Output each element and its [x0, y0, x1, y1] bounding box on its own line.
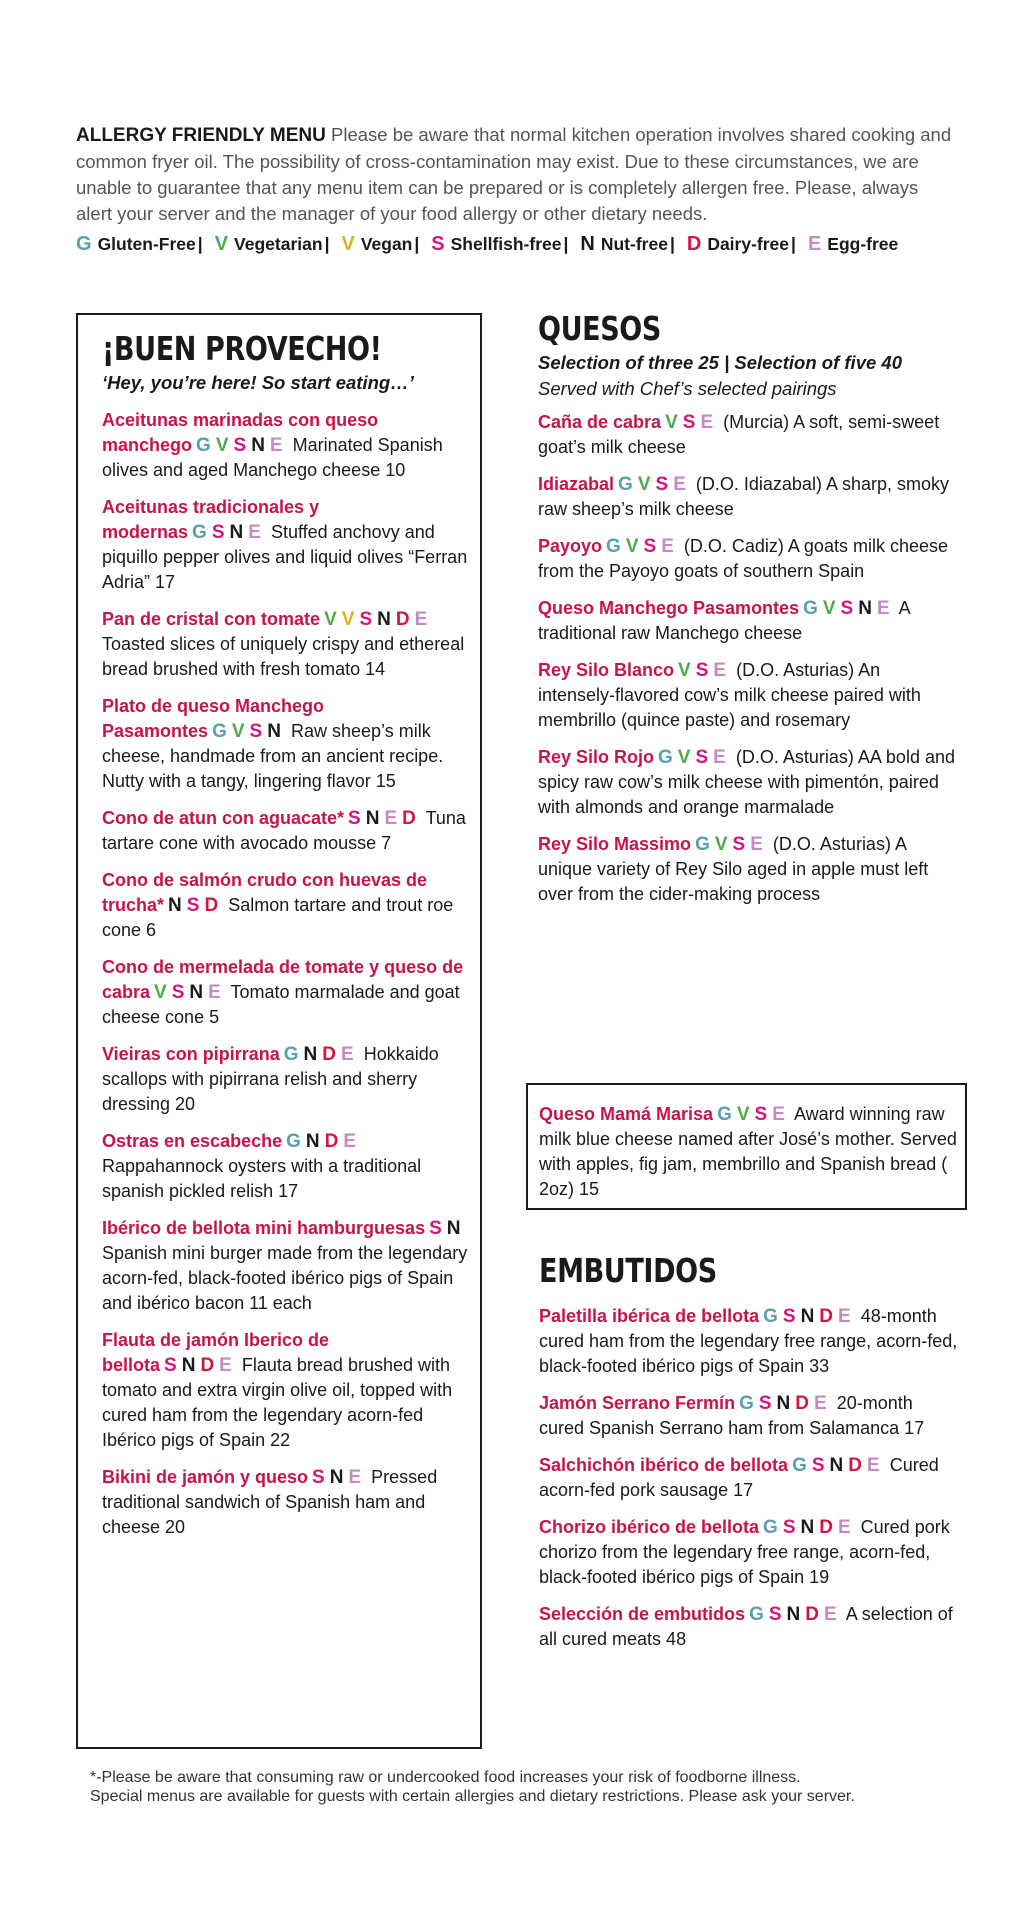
section-title: QUESOS	[538, 309, 661, 348]
allergen-tags	[658, 747, 731, 768]
item-description: (D.O. Cadiz) A goats milk cheese from the Payoyo goats of southern Spain	[538, 536, 948, 581]
allergen-tag-g: G	[803, 598, 818, 619]
menu-item	[539, 1515, 959, 1590]
allergen-tag-v: V	[215, 435, 229, 456]
item-name: Queso Mamá Marisa	[539, 1104, 714, 1124]
allergen-tag-s: S	[840, 598, 854, 619]
item-description: (Murcia) A soft, semi-sweet goat’s milk cheese	[538, 412, 940, 457]
menu-item	[102, 806, 468, 856]
allergen-tag-n: N	[329, 1467, 344, 1488]
allergen-tags	[739, 1393, 832, 1414]
item-name: Rey Silo Rojo	[538, 747, 655, 767]
legend-item	[215, 234, 336, 254]
allergen-tag-g: G	[749, 1604, 764, 1625]
allergen-tag-s: S	[782, 1517, 796, 1538]
allergen-tag-v: V	[324, 609, 337, 630]
menu-item	[539, 1102, 959, 1202]
allergen-tag-g: G	[763, 1306, 778, 1327]
allergen-tags	[348, 808, 421, 829]
item-name: Chorizo ibérico de bellota	[539, 1517, 760, 1537]
allergen-tag-e: E	[824, 1604, 837, 1625]
item-name: Aceitunas tradicionales y modernas	[102, 497, 320, 542]
allergen-tag-s: S	[758, 1393, 772, 1414]
item-description: Pressed traditional sandwich of Spanish ham and cheese 20	[102, 1467, 438, 1537]
item-name: Vieiras con pipirrana	[102, 1044, 280, 1064]
allergen-tag-e: E	[341, 1044, 354, 1065]
allergen-tags	[324, 609, 432, 630]
section-title: ¡BUEN PROVECHO!	[102, 329, 382, 368]
allergen-tag-v: V	[677, 747, 691, 768]
item-name: Jamón Serrano Fermín	[539, 1393, 736, 1413]
allergen-tag-e: E	[876, 598, 890, 619]
allergen-tag-n: N	[305, 1131, 320, 1152]
allergen-tags	[792, 1455, 885, 1476]
legend-item	[76, 234, 209, 254]
item-description: Tuna tartare cone with avocado mousse 7	[102, 808, 466, 853]
allergen-tag-s: S	[164, 1355, 177, 1376]
legend-separator: |	[669, 234, 675, 254]
allergen-tag-n: N	[377, 609, 391, 630]
allergen-tag-g: G	[695, 834, 710, 855]
allergen-tag-n: N	[189, 982, 204, 1003]
allergen-tag-s: S	[754, 1104, 768, 1125]
item-description: Flauta bread brushed with tomato and extra virgin olive oil, topped with cured ham from the legendary acorn-fed Ibérico pigs of Spain 22	[102, 1355, 453, 1450]
item-name: Idiazabal	[538, 474, 615, 494]
allergen-tag-s: S	[186, 895, 200, 916]
menu-item	[102, 495, 468, 595]
allergen-tag-e: E	[750, 834, 763, 855]
item-description: Stuffed anchovy and piquillo pepper olives and liquid olives “Ferran Adria” 17	[102, 522, 468, 592]
allergen-tag-s: S	[171, 982, 185, 1003]
allergen-tag-s: S	[643, 536, 657, 557]
allergen-tag-g: G	[283, 1044, 299, 1065]
allergen-tag-e: E	[838, 1306, 851, 1327]
allergen-tag-g: G	[196, 435, 211, 456]
item-name: Paletilla ibérica de bellota	[539, 1306, 760, 1326]
menu-item	[538, 472, 958, 522]
legend-label: Nut-free	[600, 234, 668, 254]
raw-food-warning: *-Please be aware that consuming raw or undercooked food increases your risk of foodborne illness.	[90, 1769, 801, 1786]
menu-item-list	[539, 1304, 959, 1652]
menu-item	[102, 1129, 468, 1204]
item-name: Aceitunas marinadas con queso manchego	[102, 410, 379, 455]
allergen-tag-g: G	[618, 474, 633, 495]
allergen-tag-s: S	[312, 1467, 325, 1488]
menu-item	[539, 1391, 959, 1441]
pairing-subtitle: Served with Chef’s selected pairings	[538, 378, 837, 399]
allergen-tags	[606, 536, 679, 557]
allergen-tag-s: S	[732, 834, 746, 855]
allergen-tag-e: E	[713, 660, 727, 681]
menu-item	[102, 1328, 468, 1453]
allergen-tag-e: E	[837, 1517, 851, 1538]
allergen-tag-e: E	[343, 1131, 357, 1152]
menu-item	[539, 1453, 959, 1503]
allergen-tag-n: N	[267, 721, 281, 742]
quesos-section	[538, 308, 958, 907]
legend-label: Shellfish-free	[450, 234, 562, 254]
allergen-tag-n: N	[251, 435, 265, 456]
allergen-legend	[76, 233, 1016, 256]
legend-letter: E	[807, 233, 822, 255]
menu-item	[102, 1042, 468, 1117]
allergen-tag-d: D	[819, 1517, 833, 1538]
item-description: Hokkaido scallops with pipirrana relish and sherry dressing 20	[102, 1044, 439, 1114]
legend-item	[341, 234, 425, 254]
allergen-tag-n: N	[800, 1306, 815, 1327]
allergen-tag-e: E	[713, 747, 726, 768]
allergen-tag-d: D	[200, 1355, 215, 1376]
allergen-tags	[154, 982, 226, 1003]
item-description: (D.O. Asturias) An intensely-flavored cow’s milk cheese paired with membrillo (quince paste) and rosemary	[538, 660, 921, 730]
menu-item-list	[538, 410, 958, 907]
allergen-tag-s: S	[359, 609, 373, 630]
allergen-tag-n: N	[786, 1604, 801, 1625]
allergen-tags	[803, 598, 895, 619]
menu-item	[102, 1216, 468, 1316]
allergen-tags	[618, 474, 691, 495]
allergen-tag-e: E	[384, 808, 398, 829]
allergen-tag-g: G	[606, 536, 621, 557]
legend-letter: V	[341, 233, 355, 255]
item-description: (D.O. Asturias) AA bold and spicy raw cow’s milk cheese with pimentón, paired with almonds and orange marmalade	[538, 747, 955, 817]
legend-separator: |	[414, 234, 420, 254]
item-description: Toasted slices of uniquely crispy and ethereal bread brushed with fresh tomato 14	[102, 634, 465, 679]
allergen-tag-e: E	[269, 435, 283, 456]
allergen-tag-s: S	[811, 1455, 825, 1476]
item-name: Cono de mermelada de tomate y queso de cabra	[102, 957, 464, 1002]
legend-letter: G	[76, 233, 92, 255]
allergen-tag-g: G	[212, 721, 227, 742]
menu-item	[102, 955, 468, 1030]
allergen-tag-v: V	[736, 1104, 750, 1125]
allergen-tag-e: E	[219, 1355, 232, 1376]
allergen-tag-d: D	[795, 1393, 809, 1414]
allergen-tag-e: E	[248, 522, 261, 543]
allergen-tags	[695, 834, 768, 855]
embutidos-section	[539, 1250, 959, 1652]
allergen-tag-s: S	[233, 435, 247, 456]
legend-letter: N	[580, 233, 595, 255]
buen-provecho-section	[102, 328, 468, 1540]
legend-item	[808, 234, 898, 254]
section-subtitle: ‘Hey, you’re here! So start eating…’	[102, 372, 414, 393]
item-description: Raw sheep’s milk cheese, handmade from an ancient recipe. Nutty with a tangy, lingering flavor 15	[102, 721, 444, 791]
legend-letter: D	[686, 233, 702, 255]
menu-item-list	[102, 408, 468, 1540]
allergen-tags	[763, 1517, 856, 1538]
allergen-tag-e: E	[700, 412, 714, 433]
item-name: Selección de embutidos	[539, 1604, 746, 1624]
allergen-tag-g: G	[739, 1393, 754, 1414]
item-description: Spanish mini burger made from the legendary acorn-fed, black-footed ibérico pigs of Spain and ibérico bacon 11 each	[102, 1243, 468, 1313]
allergen-tag-n: N	[168, 895, 182, 916]
allergen-tag-n: N	[303, 1044, 318, 1065]
legend-label: Dairy-free	[707, 234, 790, 254]
allergen-tag-g: G	[763, 1517, 778, 1538]
item-name: Pan de cristal con tomate	[102, 609, 321, 629]
item-description: (D.O. Idiazabal) A sharp, smoky raw sheep’s milk cheese	[538, 474, 949, 519]
allergen-tag-d: D	[848, 1455, 862, 1476]
allergen-tag-v: V	[822, 598, 836, 619]
pricing-subtitle: Selection of three 25 | Selection of five 40	[538, 352, 902, 373]
item-description: Tomato marmalade and goat cheese cone 5	[102, 982, 460, 1027]
menu-item	[538, 658, 958, 733]
allergen-tags	[196, 435, 288, 456]
allergen-tag-g: G	[192, 522, 207, 543]
allergen-tags	[286, 1131, 361, 1152]
item-description: Salmon tartare and trout roe cone 6	[102, 895, 454, 940]
allergen-tags	[168, 895, 223, 916]
item-description: Cured acorn-fed pork sausage 17	[539, 1455, 939, 1500]
item-name: Cono de atun con aguacate*	[102, 808, 345, 828]
allergen-tag-g: G	[717, 1104, 732, 1125]
item-name: Rey Silo Blanco	[538, 660, 675, 680]
allergen-tag-n: N	[858, 598, 872, 619]
allergen-tag-e: E	[772, 1104, 785, 1125]
allergen-tag-n: N	[229, 522, 244, 543]
allergen-tags	[678, 660, 731, 681]
allergen-tag-s: S	[782, 1306, 796, 1327]
menu-item	[539, 1304, 959, 1379]
menu-item	[538, 745, 958, 820]
legend-label: Vegan	[360, 234, 413, 254]
allergen-tag-v: V	[231, 721, 245, 742]
menu-item	[538, 596, 958, 646]
menu-item	[102, 868, 468, 943]
menu-heading: ALLERGY FRIENDLY MENU	[76, 125, 326, 146]
menu-item	[102, 607, 468, 682]
allergen-tag-v: V	[625, 536, 639, 557]
allergen-tag-d: D	[819, 1306, 834, 1327]
intro-notice	[76, 122, 956, 227]
allergen-tag-e: E	[414, 609, 428, 630]
allergen-tag-s: S	[429, 1218, 442, 1239]
allergen-tag-v: V	[714, 834, 728, 855]
item-name: Plato de queso Manchego Pasamontes	[102, 696, 325, 741]
allergen-tag-d: D	[395, 609, 410, 630]
legend-label: Egg-free	[827, 234, 899, 254]
allergen-tag-e: E	[867, 1455, 880, 1476]
allergen-tag-s: S	[211, 522, 225, 543]
allergen-tag-vg: V	[341, 609, 355, 630]
item-name: Ostras en escabeche	[102, 1131, 283, 1151]
allergen-tag-d: D	[324, 1131, 339, 1152]
item-description: A selection of all cured meats 48	[539, 1604, 953, 1649]
allergen-tag-n: N	[800, 1517, 815, 1538]
allergen-tag-n: N	[446, 1218, 461, 1239]
allergen-tags	[429, 1218, 465, 1239]
item-description: Cured pork chorizo from the legendary free range, acorn-fed, black-footed ibérico pigs of Spain 19	[539, 1517, 950, 1587]
item-description: Award winning raw milk blue cheese named after José’s mother. Served with apples, fig jam, membrillo and Spanish bread ( 2oz) 15	[539, 1104, 957, 1199]
allergen-tag-g: G	[658, 747, 673, 768]
menu-item	[102, 694, 468, 794]
legend-separator: |	[563, 234, 569, 254]
allergen-tag-n: N	[829, 1455, 844, 1476]
item-name: Flauta de jamón Iberico de bellota	[102, 1330, 330, 1375]
allergen-tag-e: E	[673, 474, 686, 495]
item-description: 48-month cured ham from the legendary free range, acorn-fed, black-footed ibérico pigs of Spain 33	[539, 1306, 958, 1376]
allergy-notice-text: Please be aware that normal kitchen operation involves shared cooking and common fryer oil. The possibility of cross-contamination may exist. Due to these circumstances, we are unable to guarantee that any menu item can be prepared or is completely allergen free. Please, always alert your server and the manager of your food allergy or other dietary needs.	[76, 124, 952, 224]
allergen-tag-d: D	[402, 808, 416, 829]
allergen-tag-s: S	[768, 1604, 782, 1625]
legend-letter: V	[214, 233, 229, 255]
legend-item	[431, 234, 574, 254]
allergen-tag-e: E	[208, 982, 221, 1003]
allergen-tags	[763, 1306, 856, 1327]
featured-cheese	[539, 1090, 959, 1202]
allergen-tags	[717, 1104, 790, 1125]
allergen-tag-n: N	[365, 808, 380, 829]
allergen-tag-s: S	[249, 721, 263, 742]
allergen-tag-s: S	[655, 474, 669, 495]
item-name: Ibérico de bellota mini hamburguesas	[102, 1218, 426, 1238]
allergen-tags	[284, 1044, 359, 1065]
legend-separator: |	[791, 234, 796, 254]
item-name: Caña de cabra	[538, 412, 662, 432]
allergen-tag-g: G	[286, 1131, 301, 1152]
menu-item	[539, 1602, 959, 1652]
allergen-tag-g: G	[792, 1455, 807, 1476]
allergen-tag-e: E	[661, 536, 674, 557]
allergen-tag-n: N	[181, 1355, 196, 1376]
allergen-tag-e: E	[814, 1393, 827, 1414]
item-description: Marinated Spanish olives and aged Manchego cheese 10	[102, 435, 443, 480]
allergen-tag-e: E	[348, 1467, 362, 1488]
item-name: Cono de salmón crudo con huevas de trucha*	[102, 870, 428, 915]
allergen-tags	[312, 1467, 366, 1488]
allergen-tags	[164, 1355, 237, 1376]
footer-disclaimer	[90, 1768, 990, 1806]
item-name: Bikini de jamón y queso	[102, 1467, 309, 1487]
menu-item	[102, 408, 468, 483]
menu-item	[102, 1465, 468, 1540]
item-description: Rappahannock oysters with a traditional spanish pickled relish 17	[102, 1156, 422, 1201]
legend-label: Vegetarian	[234, 234, 323, 254]
section-title: EMBUTIDOS	[539, 1251, 717, 1290]
allergen-tag-v: V	[637, 474, 651, 495]
item-name: Payoyo	[538, 536, 603, 556]
item-name: Rey Silo Massimo	[538, 834, 692, 854]
menu-item	[538, 832, 958, 907]
allergen-tag-d: D	[805, 1604, 819, 1625]
allergen-tag-d: D	[204, 895, 219, 916]
legend-letter: S	[431, 233, 445, 255]
allergen-tag-v: V	[678, 660, 691, 681]
allergen-tag-s: S	[682, 412, 696, 433]
legend-label: Gluten-Free	[97, 234, 196, 254]
item-name: Queso Manchego Pasamontes	[538, 598, 800, 618]
special-menus-note: Special menus are available for guests with certain allergies and dietary restrictions. Please ask your server.	[90, 1788, 855, 1805]
item-description: 20-month cured Spanish Serrano ham from Salamanca 17	[539, 1393, 925, 1438]
allergen-tag-d: D	[322, 1044, 336, 1065]
menu-item	[538, 410, 958, 460]
allergen-tags	[665, 412, 718, 433]
legend-separator: |	[324, 234, 330, 254]
legend-separator: |	[197, 234, 203, 254]
legend-item	[687, 234, 802, 254]
allergen-tag-v: V	[154, 982, 167, 1003]
allergen-tag-s: S	[348, 808, 361, 829]
item-name: Salchichón ibérico de bellota	[539, 1455, 789, 1475]
allergen-tags	[192, 522, 266, 543]
legend-item	[580, 234, 680, 254]
item-description: (D.O. Asturias) A unique variety of Rey Silo aged in apple must left over from the cider-making process	[538, 834, 929, 904]
item-description: A traditional raw Manchego cheese	[538, 598, 910, 643]
menu-item	[538, 534, 958, 584]
allergen-tag-v: V	[665, 412, 678, 433]
allergen-tag-s: S	[695, 660, 709, 681]
allergen-tags	[212, 721, 286, 742]
allergen-tag-s: S	[695, 747, 709, 768]
allergen-tag-n: N	[776, 1393, 791, 1414]
allergen-tags	[749, 1604, 842, 1625]
